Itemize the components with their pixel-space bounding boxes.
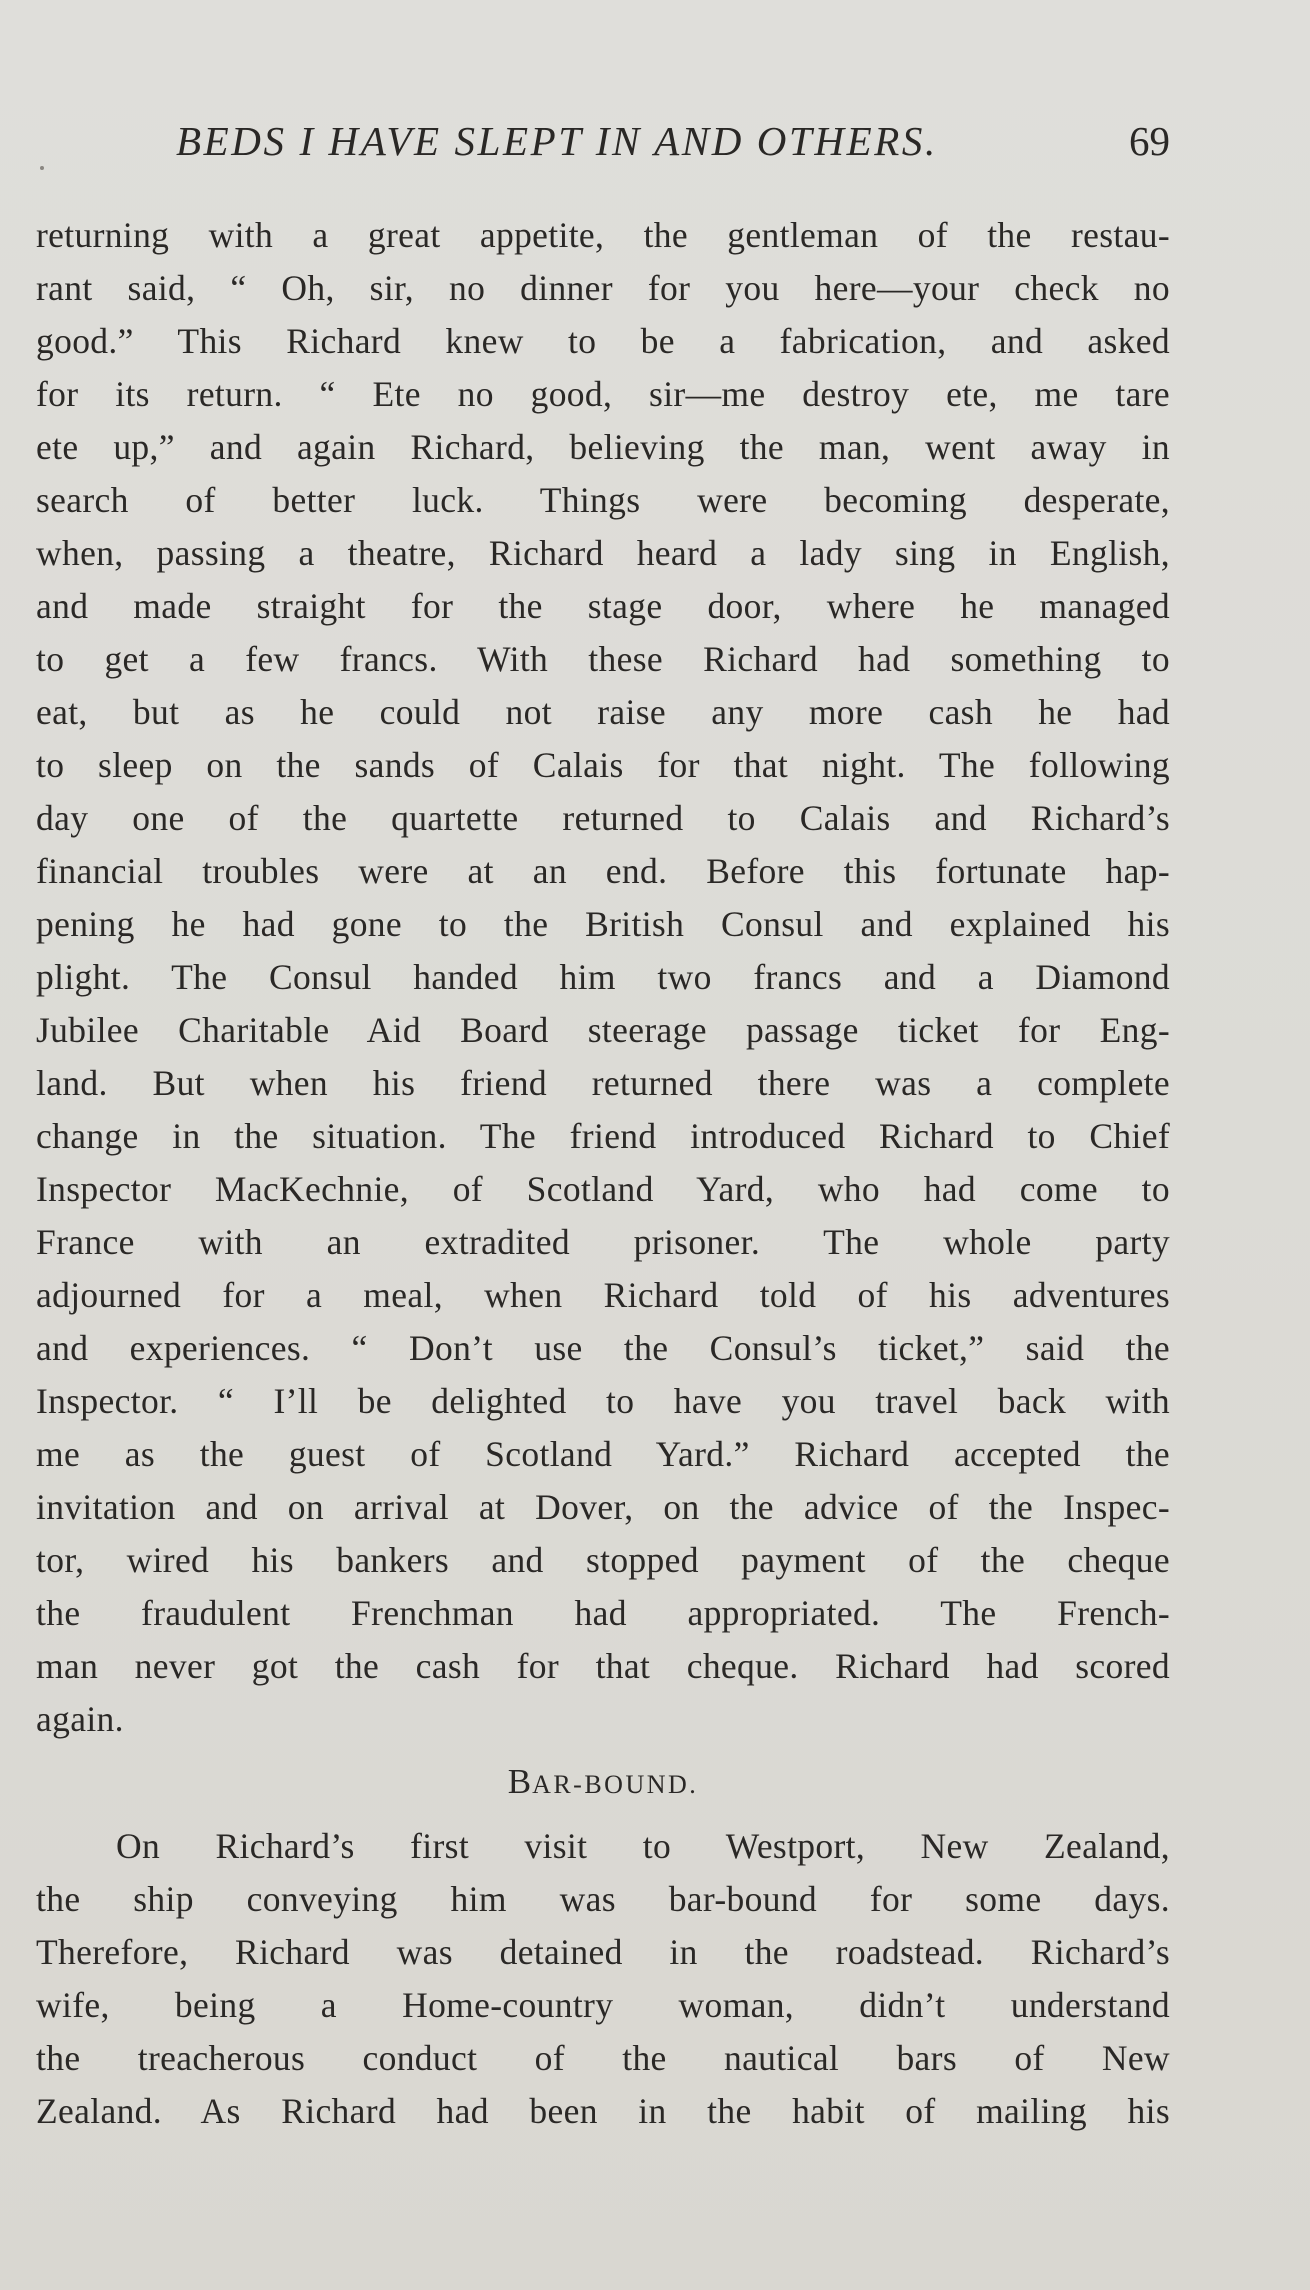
text-line: eat, but as he could not raise any more cash he had xyxy=(36,692,1170,732)
text-line: wife, being a Home-country woman, didn’t understand xyxy=(36,1985,1170,2025)
text-line: again. xyxy=(36,1699,124,1739)
text-line: ete up,” and again Richard, believing the man, went away in xyxy=(36,427,1170,467)
text-line: day one of the quartette returned to Calais and Richard’s xyxy=(36,798,1170,838)
text-line: Inspector MacKechnie, of Scotland Yard, who had come to xyxy=(36,1169,1170,1209)
text-line: financial troubles were at an end. Before this fortunate hap- xyxy=(36,851,1170,891)
text-line: France with an extradited prisoner. The whole party xyxy=(36,1222,1170,1262)
text-line: the treacherous conduct of the nautical bars of New xyxy=(36,2038,1170,2078)
text-line: to get a few francs. With these Richard had something to xyxy=(36,639,1170,679)
text-line: and made straight for the stage door, where he managed xyxy=(36,586,1170,626)
text-line: search of better luck. Things were becoming desperate, xyxy=(36,480,1170,520)
text-line: returning with a great appetite, the gentleman of the restau- xyxy=(36,215,1170,255)
ink-speck xyxy=(40,166,44,170)
text-line: Inspector. “ I’ll be delighted to have you travel back with xyxy=(36,1381,1170,1421)
paragraph-2 xyxy=(36,1820,1170,2138)
text-line: and experiences. “ Don’t use the Consul’s ticket,” said the xyxy=(36,1328,1170,1368)
text-line: pening he had gone to the British Consul and explained his xyxy=(36,904,1170,944)
text-line: me as the guest of Scotland Yard.” Richard accepted the xyxy=(36,1434,1170,1474)
page-number: 69 xyxy=(1129,118,1170,164)
text-line: the ship conveying him was bar-bound for some days. xyxy=(36,1879,1170,1919)
text-line: adjourned for a meal, when Richard told of his adventures xyxy=(36,1275,1170,1315)
text-line: tor, wired his bankers and stopped payment of the cheque xyxy=(36,1540,1170,1580)
running-title: BEDS I HAVE SLEPT IN AND OTHERS. xyxy=(176,118,938,164)
text-line: good.” This Richard knew to be a fabrication, and asked xyxy=(36,321,1170,361)
text-line: On Richard’s first visit to Westport, New Zealand, xyxy=(116,1826,1170,1866)
text-line: rant said, “ Oh, sir, no dinner for you here—your check no xyxy=(36,268,1170,308)
text-line: land. But when his friend returned there was a complete xyxy=(36,1063,1170,1103)
section-heading xyxy=(36,1752,1170,1812)
text-line: the fraudulent Frenchman had appropriated. The French- xyxy=(36,1593,1170,1633)
text-line: to sleep on the sands of Calais for that night. The following xyxy=(36,745,1170,785)
text-line: for its return. “ Ete no good, sir—me destroy ete, me tare xyxy=(36,374,1170,414)
section-heading-initial: B xyxy=(507,1762,533,1801)
text-line: man never got the cash for that cheque. Richard had scored xyxy=(36,1646,1170,1686)
body-text xyxy=(36,209,1170,2138)
text-line: when, passing a theatre, Richard heard a lady sing in English, xyxy=(36,533,1170,573)
text-line: plight. The Consul handed him two francs and a Diamond xyxy=(36,957,1170,997)
text-line: Therefore, Richard was detained in the roadstead. Richard’s xyxy=(36,1932,1170,1972)
text-line: Jubilee Charitable Aid Board steerage passage ticket for Eng- xyxy=(36,1010,1170,1050)
text-line: invitation and on arrival at Dover, on the advice of the Inspec- xyxy=(36,1487,1170,1527)
text-line: change in the situation. The friend introduced Richard to Chief xyxy=(36,1116,1170,1156)
section-heading-rest: AR-BOUND. xyxy=(532,1770,699,1799)
text-line: Zealand. As Richard had been in the habit of mailing his xyxy=(36,2091,1170,2131)
paragraph-1 xyxy=(36,209,1170,1746)
page-header xyxy=(36,113,1170,169)
